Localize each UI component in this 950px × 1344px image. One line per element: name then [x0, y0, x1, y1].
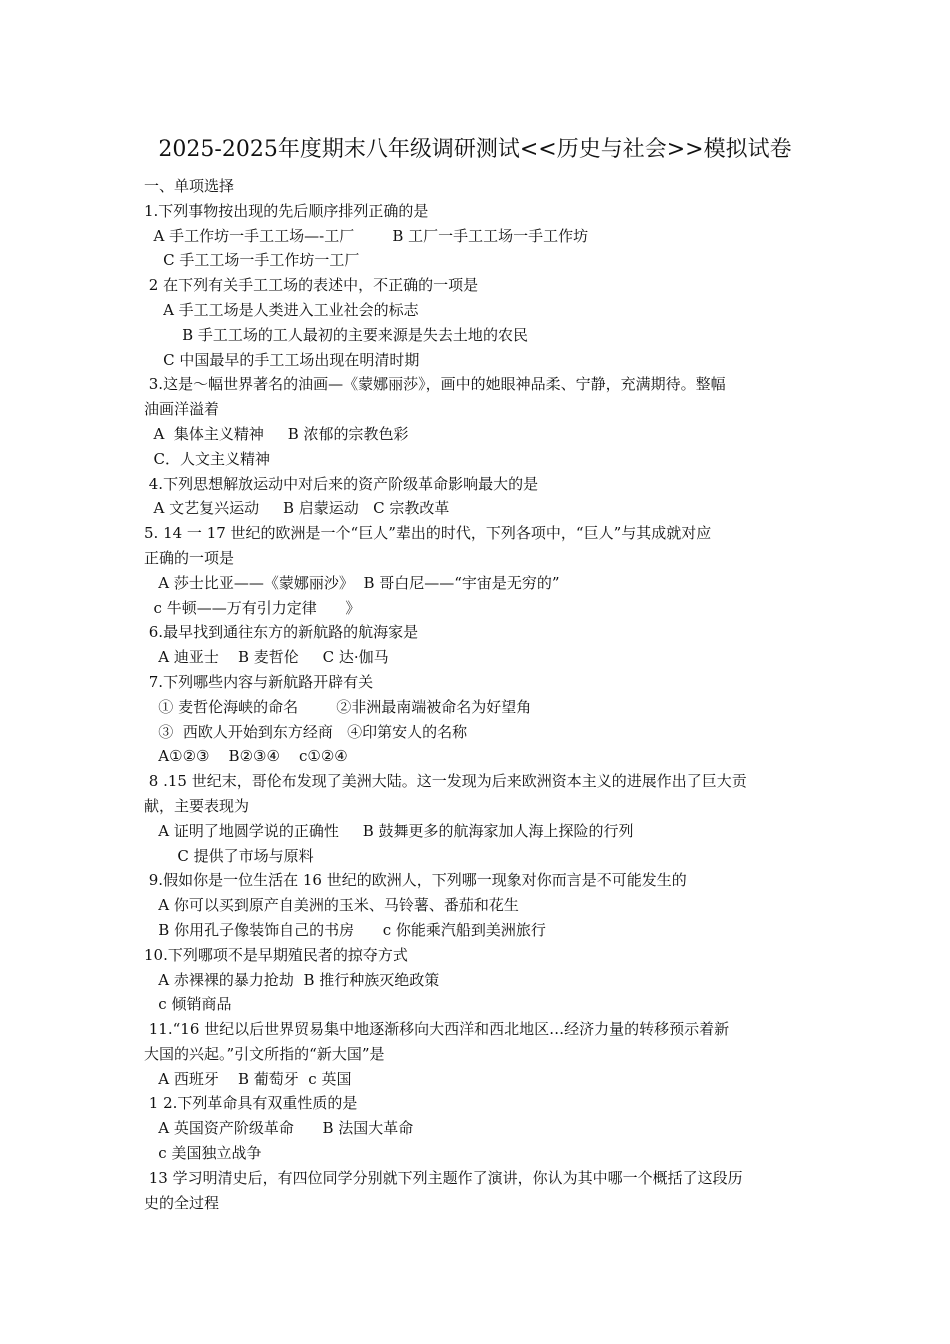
question-7-items-2: ③ 西欧人开始到东方经商 ④印第安人的名称	[144, 722, 468, 741]
question-8-cont: 献，主要表现为	[144, 796, 250, 815]
question-5-cont: 正确的一项是	[144, 548, 235, 567]
question-11: 11.“16 世纪以后世界贸易集中地逐渐移向大西洋和西北地区…经济力量的转移预示着新	[144, 1020, 730, 1039]
question-12-options: A 英国资产阶级革命 B 法国大革命	[144, 1119, 414, 1138]
question-2: 2 在下列有关手工工场的表述中，不正确的一项是	[144, 276, 479, 295]
question-3: 3.这是～幅世界著名的油画—《蒙娜丽莎》，画中的她眼神品柔、宁静，充满期待。整幅	[144, 375, 726, 394]
question-3-options: A 集体主义精神 B 浓郁的宗教色彩	[144, 424, 409, 443]
question-6-options: A 迪亚士 B 麦哲伦 C 达·伽马	[144, 648, 389, 667]
question-3-option-c: C．人文主义精神	[144, 449, 271, 468]
question-7-options: A①②③ B②③④ c①②④	[144, 747, 348, 766]
question-13: 13 学习明清史后，有四位同学分别就下列主题作了演讲，你认为其中哪一个概括了这段历	[144, 1168, 743, 1187]
question-12-option-c: c 美国独立战争	[144, 1144, 262, 1163]
question-4: 4.下列思想解放运动中对后来的资产阶级革命影响最大的是	[144, 474, 539, 493]
question-5: 5. 14 一 17 世纪的欧洲是一个“巨人”辈出的时代，下列各项中，“巨人”与其成就对应	[144, 524, 712, 543]
question-2-option-c: C 中国最早的手工工场出现在明清时期	[144, 350, 420, 369]
question-9-options-bc: B 你用孔子像装饰自己的书房 c 你能乘汽船到美洲旅行	[144, 920, 546, 939]
question-7: 7.下列哪些内容与新航路开辟有关	[144, 672, 374, 691]
question-2-option-b: B 手工工场的工人最初的主要来源是失去土地的农民	[144, 325, 528, 344]
question-6: 6.最早找到通往东方的新航路的航海家是	[144, 623, 419, 642]
question-1-option-c: C 手工工场一手工作坊一工厂	[144, 251, 360, 270]
question-9: 9.假如你是一位生活在 16 世纪的欧洲人，下列哪一现象对你而言是不可能发生的	[144, 871, 687, 890]
question-3-cont: 油画洋溢着	[144, 400, 220, 419]
section-heading: 一、单项选择	[144, 177, 235, 195]
question-9-option-a: A 你可以买到原产自美洲的玉米、马铃薯、番茄和花生	[144, 896, 519, 915]
question-1: 1.下列事物按出现的先后顺序排列正确的是	[144, 201, 429, 220]
question-1-options: A 手工作坊一手工工场—-工厂 B 工厂一手工工场一手工作坊	[144, 226, 589, 245]
question-8: 8 .15 世纪末，哥伦布发现了美洲大陆。这一发现为后来欧洲资本主义的进展作出了巨大贡	[144, 772, 747, 791]
question-11-options: A 西班牙 B 葡萄牙 c 英国	[144, 1069, 352, 1088]
question-10-option-c: c 倾销商品	[144, 995, 232, 1014]
question-8-options: A 证明了地圆学说的正确性 B 鼓舞更多的航海家加人海上探险的行列	[144, 821, 634, 840]
question-8-option-c: C 提供了市场与原料	[144, 846, 314, 865]
question-2-option-a: A 手工工场是人类进入工业社会的标志	[144, 300, 419, 319]
question-5-option-c: c 牛顿——万有引力定律 》	[144, 598, 361, 617]
question-12: 1 2.下列革命具有双重性质的是	[144, 1094, 358, 1113]
exam-title: 2025-2025年度期末八年级调研测试<<历史与社会>>模拟试卷	[158, 137, 792, 162]
question-13-cont: 史的全过程	[144, 1193, 220, 1212]
question-4-options: A 文艺复兴运动 B 启蒙运动 C 宗教改革	[144, 499, 450, 518]
exam-body	[144, 174, 814, 1215]
question-10-options: A 赤裸裸的暴力抢劫 B 推行种族灭绝政策	[144, 970, 440, 989]
question-7-items-1: ① 麦哲伦海峡的命名 ②非洲最南端被命名为好望角	[144, 697, 532, 716]
question-11-cont: 大国的兴起。”引文所指的“新大国”是	[144, 1044, 385, 1063]
question-5-options: A 莎士比亚——《蒙娜丽沙》 B 哥白尼——“宇宙是无穷的”	[144, 573, 560, 592]
question-10: 10.下列哪项不是早期殖民者的掠夺方式	[144, 945, 408, 964]
